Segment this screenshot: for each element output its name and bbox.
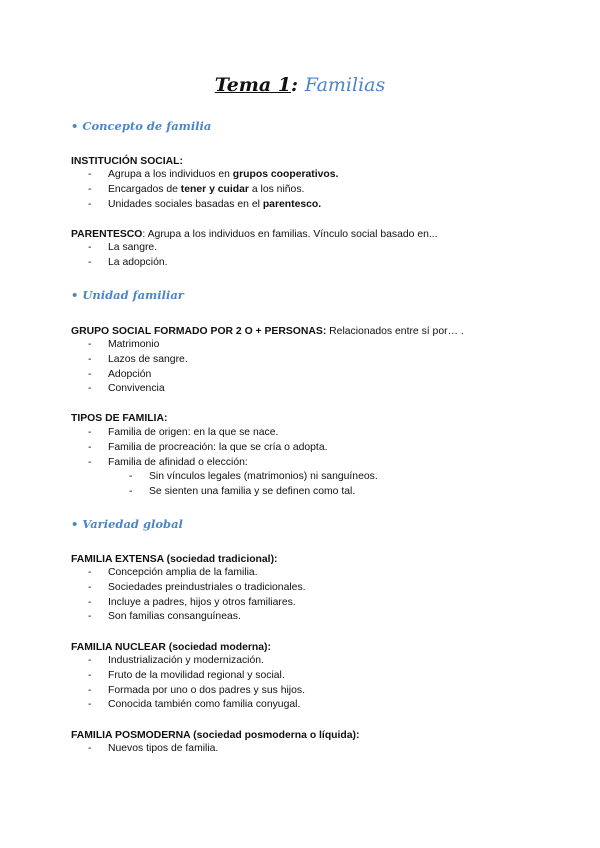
list-item: - Incluye a padres, hijos y otros familiares. <box>88 596 306 611</box>
list-item: - Lazos de sangre. <box>88 353 188 368</box>
section-bullet-icon: • <box>71 517 79 531</box>
section-bullet-icon: • <box>71 119 79 133</box>
list-item: - Conocida también como familia conyugal. <box>88 698 305 713</box>
heading-institucion-social <box>71 154 183 169</box>
title-sub: Familias <box>304 74 386 96</box>
section-bullet-icon: • <box>71 288 79 302</box>
heading-text: FAMILIA POSMODERNA (sociedad posmoderna o líquida): <box>71 730 360 741</box>
list-item: - Encargados de tener y cuidar a los niños. <box>88 183 338 198</box>
page-title <box>0 72 600 98</box>
heading-text: TIPOS DE FAMILIA: <box>71 413 168 424</box>
title-main: Tema 1 <box>214 74 292 96</box>
list-item: - Convivencia <box>88 382 188 397</box>
heading-grupo-social <box>71 324 464 339</box>
sublist-afinidad <box>108 470 378 500</box>
list-familia-posmoderna <box>88 742 218 757</box>
heading-familia-nuclear <box>71 640 271 655</box>
list-item: - Sociedades preindustriales o tradicionales. <box>88 581 306 596</box>
list-item: - Son familias consanguíneas. <box>88 610 306 625</box>
list-item: - Unidades sociales basadas en el parentesco. <box>88 198 338 213</box>
section-variedad-global <box>71 516 183 532</box>
list-grupo-social <box>88 338 188 397</box>
list-item: - Nuevos tipos de familia. <box>88 742 218 757</box>
list-item: - Formada por uno o dos padres y sus hijos. <box>88 684 305 699</box>
list-institucion-social <box>88 168 338 212</box>
heading-text: FAMILIA EXTENSA (sociedad tradicional): <box>71 554 278 565</box>
list-item: - Familia de origen: en la que se nace. <box>88 426 378 441</box>
heading-parentesco <box>71 227 438 242</box>
section-title: Unidad familiar <box>82 288 184 302</box>
heading-familia-posmoderna <box>71 728 359 743</box>
list-item: - Matrimonio <box>88 338 188 353</box>
list-item: - Concepción amplia de la familia. <box>88 566 306 581</box>
heading-familia-extensa <box>71 552 278 567</box>
list-item: - Fruto de la movilidad regional y social. <box>88 669 305 684</box>
list-item: - Agrupa a los individuos en grupos cooperativos. <box>88 168 338 183</box>
section-unidad-familiar <box>71 287 184 303</box>
section-title: Variedad global <box>82 517 183 531</box>
sublist-item: - Sin vínculos legales (matrimonios) ni sanguíneos. <box>129 470 378 485</box>
list-item: - Adopción <box>88 368 188 383</box>
section-title: Concepto de familia <box>82 119 212 133</box>
section-concepto-familia <box>71 118 211 134</box>
list-tipos-familia <box>88 426 378 500</box>
list-item: - Familia de afinidad o elección: - Sin vínculos legales (matrimonios) ni sanguíneos. - Se sienten una familia y se definen como tal. <box>88 456 378 500</box>
list-item: - Industrialización y modernización. <box>88 654 305 669</box>
heading-description: Relacionados entre sí por… . <box>326 326 464 337</box>
list-item: - La adopción. <box>88 256 168 271</box>
list-item: - Familia de procreación: la que se cría o adopta. <box>88 441 378 456</box>
heading-text: PARENTESCO <box>71 229 143 240</box>
list-familia-extensa <box>88 566 306 625</box>
title-colon: : <box>291 74 299 96</box>
sublist-item: - Se sienten una familia y se definen como tal. <box>129 485 378 500</box>
list-item: - La sangre. <box>88 241 168 256</box>
heading-description: : Agrupa a los individuos en familias. Vínculo social basado en... <box>142 229 438 240</box>
heading-tipos-familia <box>71 411 167 426</box>
heading-text: FAMILIA NUCLEAR (sociedad moderna): <box>71 642 271 653</box>
list-familia-nuclear <box>88 654 305 713</box>
list-parentesco <box>88 241 168 271</box>
heading-text: INSTITUCIÓN SOCIAL: <box>71 156 183 167</box>
heading-text: GRUPO SOCIAL FORMADO POR 2 O + PERSONAS: <box>71 326 327 337</box>
